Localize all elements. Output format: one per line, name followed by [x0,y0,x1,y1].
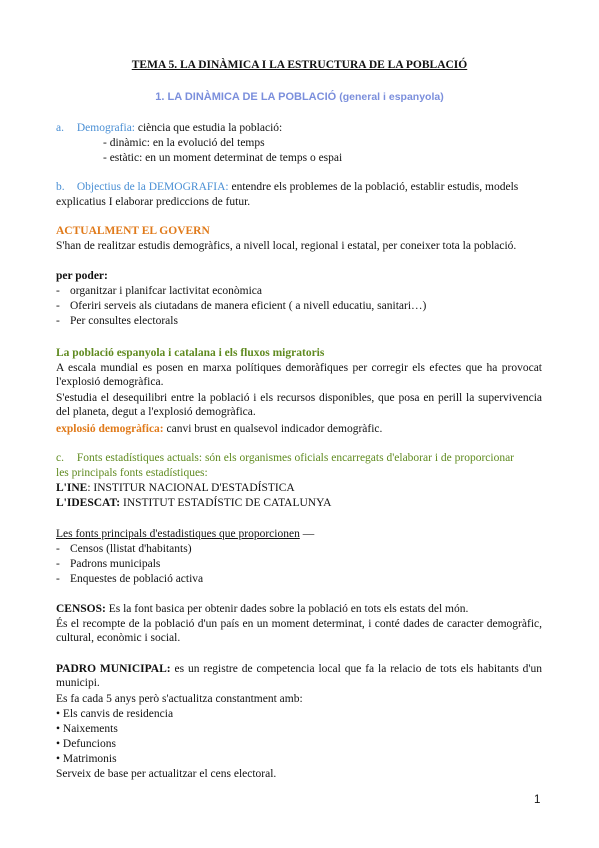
fluxos-def: canvi brust en qualsevol indicador demogràfic. [163,423,383,435]
censos-paragraph: És el recompte de la població d'un país en un moment determinat, i conté dades de caracter demogràfic, cultural, econòmic i social. [56,618,542,644]
fluxos-term: explosió demogràfica: [56,423,164,435]
govern-heading: ACTUALMENT EL GOVERN [56,225,210,237]
censos-label: CENSOS: [56,603,106,615]
fonts-item: - Enquestes de població activa [56,573,204,585]
idescat-text: INSTITUT ESTADÍSTIC DE CATALUNYA [120,497,332,509]
fluxos-definition [56,422,382,436]
ine-text: : INSTITUR NACIONAL D'ESTADÍSTICA [87,482,295,494]
subtitle-main: 1. LA DINÀMICA DE LA POBLACIÓ [155,91,337,103]
idescat-line [56,496,331,510]
padro-paragraph: PADRO MUNICIPAL: es un registre de competencia local que fa la relacio de tots els habitants d'un municipi. [56,663,543,689]
padro-bullet: • Defuncions [56,738,116,750]
document-title: TEMA 5. LA DINÀMICA I LA ESTRUCTURA DE LA POBLACIÓ [131,59,468,71]
govern-item: - Oferiri serveis als ciutadans de manera eficient ( a nivell educatiu, sanitari…) [56,300,427,312]
item-c-marker: c. [56,452,64,464]
item-a-sub-estatic: - estàtic: en un moment determinat de temps o espai [103,152,343,164]
fonts-heading-line: Les fonts principals d'estadistiques que proporcionen — [56,528,315,540]
page-number: 1 [534,794,541,806]
item-a-sub-dinamic: - dinàmic: en la evolució del temps [103,137,265,149]
fonts-item: - Padrons municipals [56,558,161,570]
ine-line [56,481,295,495]
censos-line1: CENSOS: Es la font basica per obtenir dades sobre la població en tots els estats del món. [56,603,469,615]
padro-label: PADRO MUNICIPAL: [56,663,171,675]
subtitle-paren: (general i espanyola) [339,91,444,103]
item-c-line2: les principals fonts estadístiques: [56,467,208,479]
padro-last: Serveix de base per actualitzar el cens electoral. [56,768,277,780]
padro-line2: Es fa cada 5 anys però s'actualitza constantment amb: [56,693,303,705]
padro-bullet: • Matrimonis [56,753,117,765]
item-b-term: Objectius de la DEMOGRAFIA: [76,181,229,193]
idescat-label: L'IDESCAT: [56,497,121,509]
item-b-line1: entendre els problemes de la població, establir estudis, models [228,181,519,193]
govern-perpoder: per poder: [56,270,108,282]
fluxos-paragraph-2: S'estudia el desequilibri entre la població i els recursos disponibles, que posa en perill la supervivencia del planeta, degut a l'explosió demogràfica. [56,392,542,418]
item-a-term: Demografia: [76,122,135,134]
fluxos-paragraph-1: A escala mundial es posen en marxa polítiques demoràfiques per corregir els efectes que ha provocat l'explosió demogràfica. [56,362,542,388]
govern-text: S'han de realitzar estudis demogràfics, a nivell local, regional i estatal, per coneixer tota la població. [56,240,517,252]
item-c-line1: c. Fonts estadístiques actuals: són els organismes oficials encarregats d'elaborar i de proporcionar [56,452,515,464]
section-subtitle [0,90,599,104]
item-a-def: ciència que estudia la població: [135,122,283,134]
fonts-heading: Les fonts principals d'estadistiques que proporcionen [56,528,300,540]
item-b-line2: explicatius I elaborar prediccions de futur. [56,196,251,208]
item-b-objectius [56,180,518,194]
fluxos-heading: La població espanyola i catalana i els fluxos migratoris [56,347,325,359]
item-a-marker: a. [56,122,64,134]
item-a-demografia [56,121,282,135]
fonts-item: - Censos (llistat d'habitants) [56,543,192,555]
ine-label: L'INE [56,482,88,494]
item-b-marker: b. [56,181,65,193]
govern-item: - organitzar i planifcar lactivitat econòmica [56,285,263,297]
govern-item: - Per consultes electorals [56,315,178,327]
padro-bullet: • Naixements [56,723,118,735]
padro-bullet: • Els canvis de residencia [56,708,174,720]
